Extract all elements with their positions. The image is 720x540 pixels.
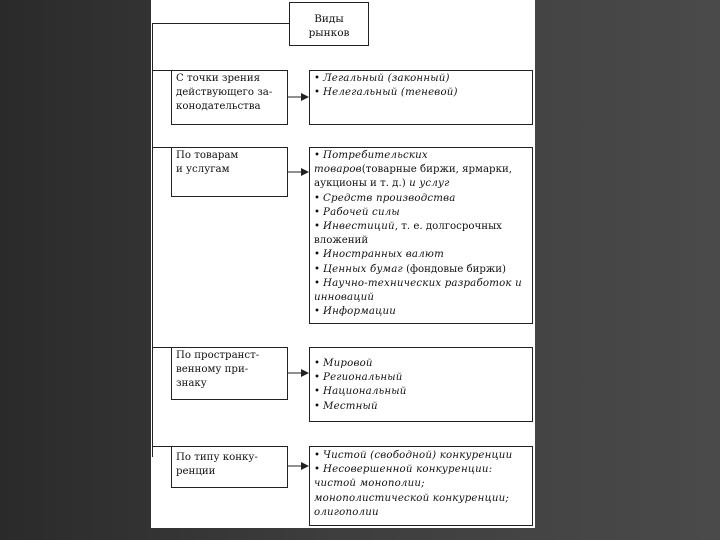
- diagram-sheet: [151, 0, 535, 528]
- bullet-icon: •: [314, 306, 321, 318]
- bullet-icon: •: [314, 277, 321, 289]
- category-line: и услугам: [176, 164, 230, 176]
- item-text: Несовершенной конкуренции: чистой монополии; монополистической конкуренции; олигополии: [314, 464, 510, 518]
- item-text: Легальный (законный): [323, 73, 450, 84]
- bullet-icon: •: [314, 221, 321, 233]
- category-line: действующего за-: [176, 87, 273, 99]
- bullet-icon: •: [314, 87, 321, 99]
- item-text: Информации: [323, 306, 396, 318]
- bullet-icon: •: [314, 400, 321, 412]
- item-text: Инвестиций: [323, 221, 395, 233]
- item-text: (фондовые биржи): [402, 263, 507, 275]
- bullet-icon: •: [314, 192, 321, 204]
- bullet-icon: •: [314, 73, 321, 84]
- bullet-icon: •: [314, 249, 321, 261]
- item-text: Рабочей силы: [323, 206, 400, 218]
- category-line: знаку: [176, 378, 207, 390]
- category-line: С точки зрения: [176, 73, 261, 84]
- item-text: и услуг: [405, 178, 450, 190]
- bullet-icon: •: [314, 372, 321, 384]
- category-line: По пространст-: [176, 350, 260, 361]
- bullet-icon: •: [314, 358, 321, 369]
- item-text: , т. е. долгосрочных вложений: [314, 221, 502, 247]
- item-text: (товарные биржи, ярмарки, аукционы и т. д.): [314, 164, 512, 190]
- item-text: Потребительских товаров: [314, 150, 428, 176]
- item-text: Иностранных валют: [323, 249, 444, 261]
- item-text: Нелегальный (теневой): [323, 87, 458, 99]
- bullet-icon: •: [314, 150, 321, 161]
- item-text: Национальный: [323, 386, 407, 398]
- bullet-icon: •: [314, 450, 321, 461]
- category-line: По типу конку-: [176, 452, 258, 463]
- item-text: Местный: [323, 400, 378, 412]
- item-text: Научно-технических разработок и инноваций: [314, 277, 522, 304]
- item-text: Региональный: [323, 372, 403, 384]
- item-text: Мировой: [323, 358, 373, 369]
- category-line: ренции: [176, 466, 216, 478]
- item-text: Чистой (свободной) конкуренции: [323, 450, 513, 461]
- category-line: венному при-: [176, 364, 249, 376]
- diagram-title-line: рынков: [308, 27, 350, 39]
- arrows-layer: [151, 0, 535, 528]
- diagram-title-line: Виды: [314, 13, 344, 25]
- item-text: Средств производства: [323, 192, 456, 204]
- category-line: конодательства: [176, 101, 261, 113]
- category-line: По товарам: [176, 150, 239, 161]
- bullet-icon: •: [314, 386, 321, 398]
- bullet-icon: •: [314, 464, 321, 476]
- bullet-icon: •: [314, 206, 321, 218]
- item-text: Ценных бумаг: [323, 263, 403, 275]
- bullet-icon: •: [314, 263, 321, 275]
